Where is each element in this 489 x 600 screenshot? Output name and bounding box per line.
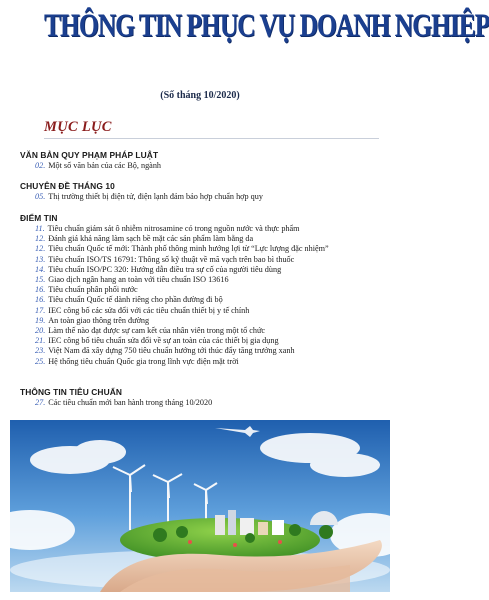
eco-city-image (10, 420, 390, 592)
toc-item-label: Tiêu chuẩn ISO/TS 16791: Thông số kỹ thuật về mã vạch trên bao bì thuốc (48, 254, 295, 264)
issue-label: (Số tháng 10/2020) (160, 90, 240, 101)
masthead-title: THÔNG TIN PHỤC VỤ DOANH NGHIỆP (44, 8, 489, 44)
toc-item-label: Tiêu chuẩn ISO/PC 320: Hướng dẫn điều tra sự cố của người tiêu dùng (48, 264, 282, 274)
toc-item-label: Giao dịch ngân hang an toàn với tiêu chuẩn ISO 13616 (48, 275, 229, 285)
page-number: 14. (35, 264, 46, 274)
toc-item-label: Thị trường thiết bị điện tử, điện lạnh đảm bảo hợp chuẩn hợp quy (48, 192, 263, 201)
toc-item[interactable] (20, 357, 390, 367)
toc-title: MỤC LỤC (44, 119, 112, 135)
section-heading: THÔNG TIN TIÊU CHUẨN (20, 387, 123, 397)
toc-item-label: Tiêu chuẩn Quốc tế mới: Thành phố thông minh hướng lợi từ “Lực lượng đặc nhiệm” (48, 244, 329, 254)
toc-item-label: IEC công bố tiêu chuẩn sửa đổi về sự an toàn của các thiết bị gia dụng (48, 336, 279, 346)
page-number: 16. (35, 285, 46, 295)
page-number: 12. (35, 234, 46, 244)
page-number: 12. (35, 244, 46, 254)
toc-divider (44, 138, 379, 139)
toc-item[interactable] (20, 265, 390, 275)
toc-item-label: Tiêu chuẩn Quốc tế dành riêng cho phần đường đi bộ (48, 295, 223, 305)
toc-item[interactable] (20, 336, 390, 346)
toc-item-label: Các tiêu chuẩn mới ban hành trong tháng 10/2020 (48, 398, 213, 407)
toc-item-label: Một số văn bản của các Bộ, ngành (48, 161, 162, 170)
toc-item[interactable] (20, 316, 390, 326)
toc-item[interactable] (20, 326, 390, 336)
page-number: 27. (35, 398, 46, 407)
toc-item[interactable] (20, 346, 390, 356)
toc-item[interactable] (20, 275, 390, 285)
toc-section-legal (20, 150, 390, 171)
toc-item[interactable] (20, 161, 390, 171)
toc-item[interactable] (20, 224, 390, 234)
page-number: 23. (35, 346, 46, 356)
toc-item-label: An toàn giao thông trên đường (48, 315, 150, 325)
page-number: 17. (35, 305, 46, 315)
page-number: 05. (35, 192, 46, 201)
toc-item[interactable] (20, 255, 390, 265)
section-heading: VĂN BẢN QUY PHẠM PHÁP LUẬT (20, 150, 159, 160)
toc-item[interactable] (20, 306, 390, 316)
page-number: 19. (35, 315, 46, 325)
page-number: 15. (35, 275, 46, 285)
toc-item-label: IEC công bố các sửa đổi với các tiêu chuẩn thiết bị y tế chính (48, 305, 250, 315)
page-number: 13. (35, 254, 46, 264)
toc-item-label: Làm thế nào đạt được sự cam kết của nhân viên trong một tổ chức (48, 326, 266, 336)
toc-section-news (20, 213, 390, 367)
toc-item-label: Hệ thống tiêu chuẩn Quốc gia trong lĩnh vực điện mặt trời (48, 356, 239, 366)
toc-item[interactable] (20, 285, 390, 295)
toc-item-label: Việt Nam đã xây dựng 750 tiêu chuẩn hướng tới thúc đẩy tăng trưởng xanh (48, 346, 295, 356)
page-number: 21. (35, 336, 46, 346)
page-number: 16. (35, 295, 46, 305)
page-number: 25. (35, 356, 46, 366)
toc-item[interactable] (20, 234, 390, 244)
section-heading: ĐIỂM TIN (20, 213, 58, 223)
page-number: 02. (35, 161, 46, 170)
toc-item[interactable] (20, 295, 390, 305)
eco-city-illustration (10, 420, 390, 592)
toc-section-topic (20, 181, 390, 202)
page-number: 11. (35, 224, 45, 233)
toc-item-label: Đánh giá khả năng làm sạch bề mặt các sản phẩm làm bằng da (48, 234, 254, 244)
section-heading: CHUYÊN ĐỀ THÁNG 10 (20, 181, 115, 191)
toc-item[interactable] (20, 398, 390, 408)
toc-item[interactable] (20, 244, 390, 254)
toc-item-label: Tiêu chuẩn giám sát ô nhiễm nitrosamine có trong nguồn nước và thực phẩm (47, 224, 300, 233)
toc-section-standards (20, 387, 390, 408)
page-number: 20. (35, 326, 46, 336)
toc-item-label: Tiêu chuẩn phân phối nước (48, 285, 138, 295)
toc-item[interactable] (20, 192, 390, 202)
